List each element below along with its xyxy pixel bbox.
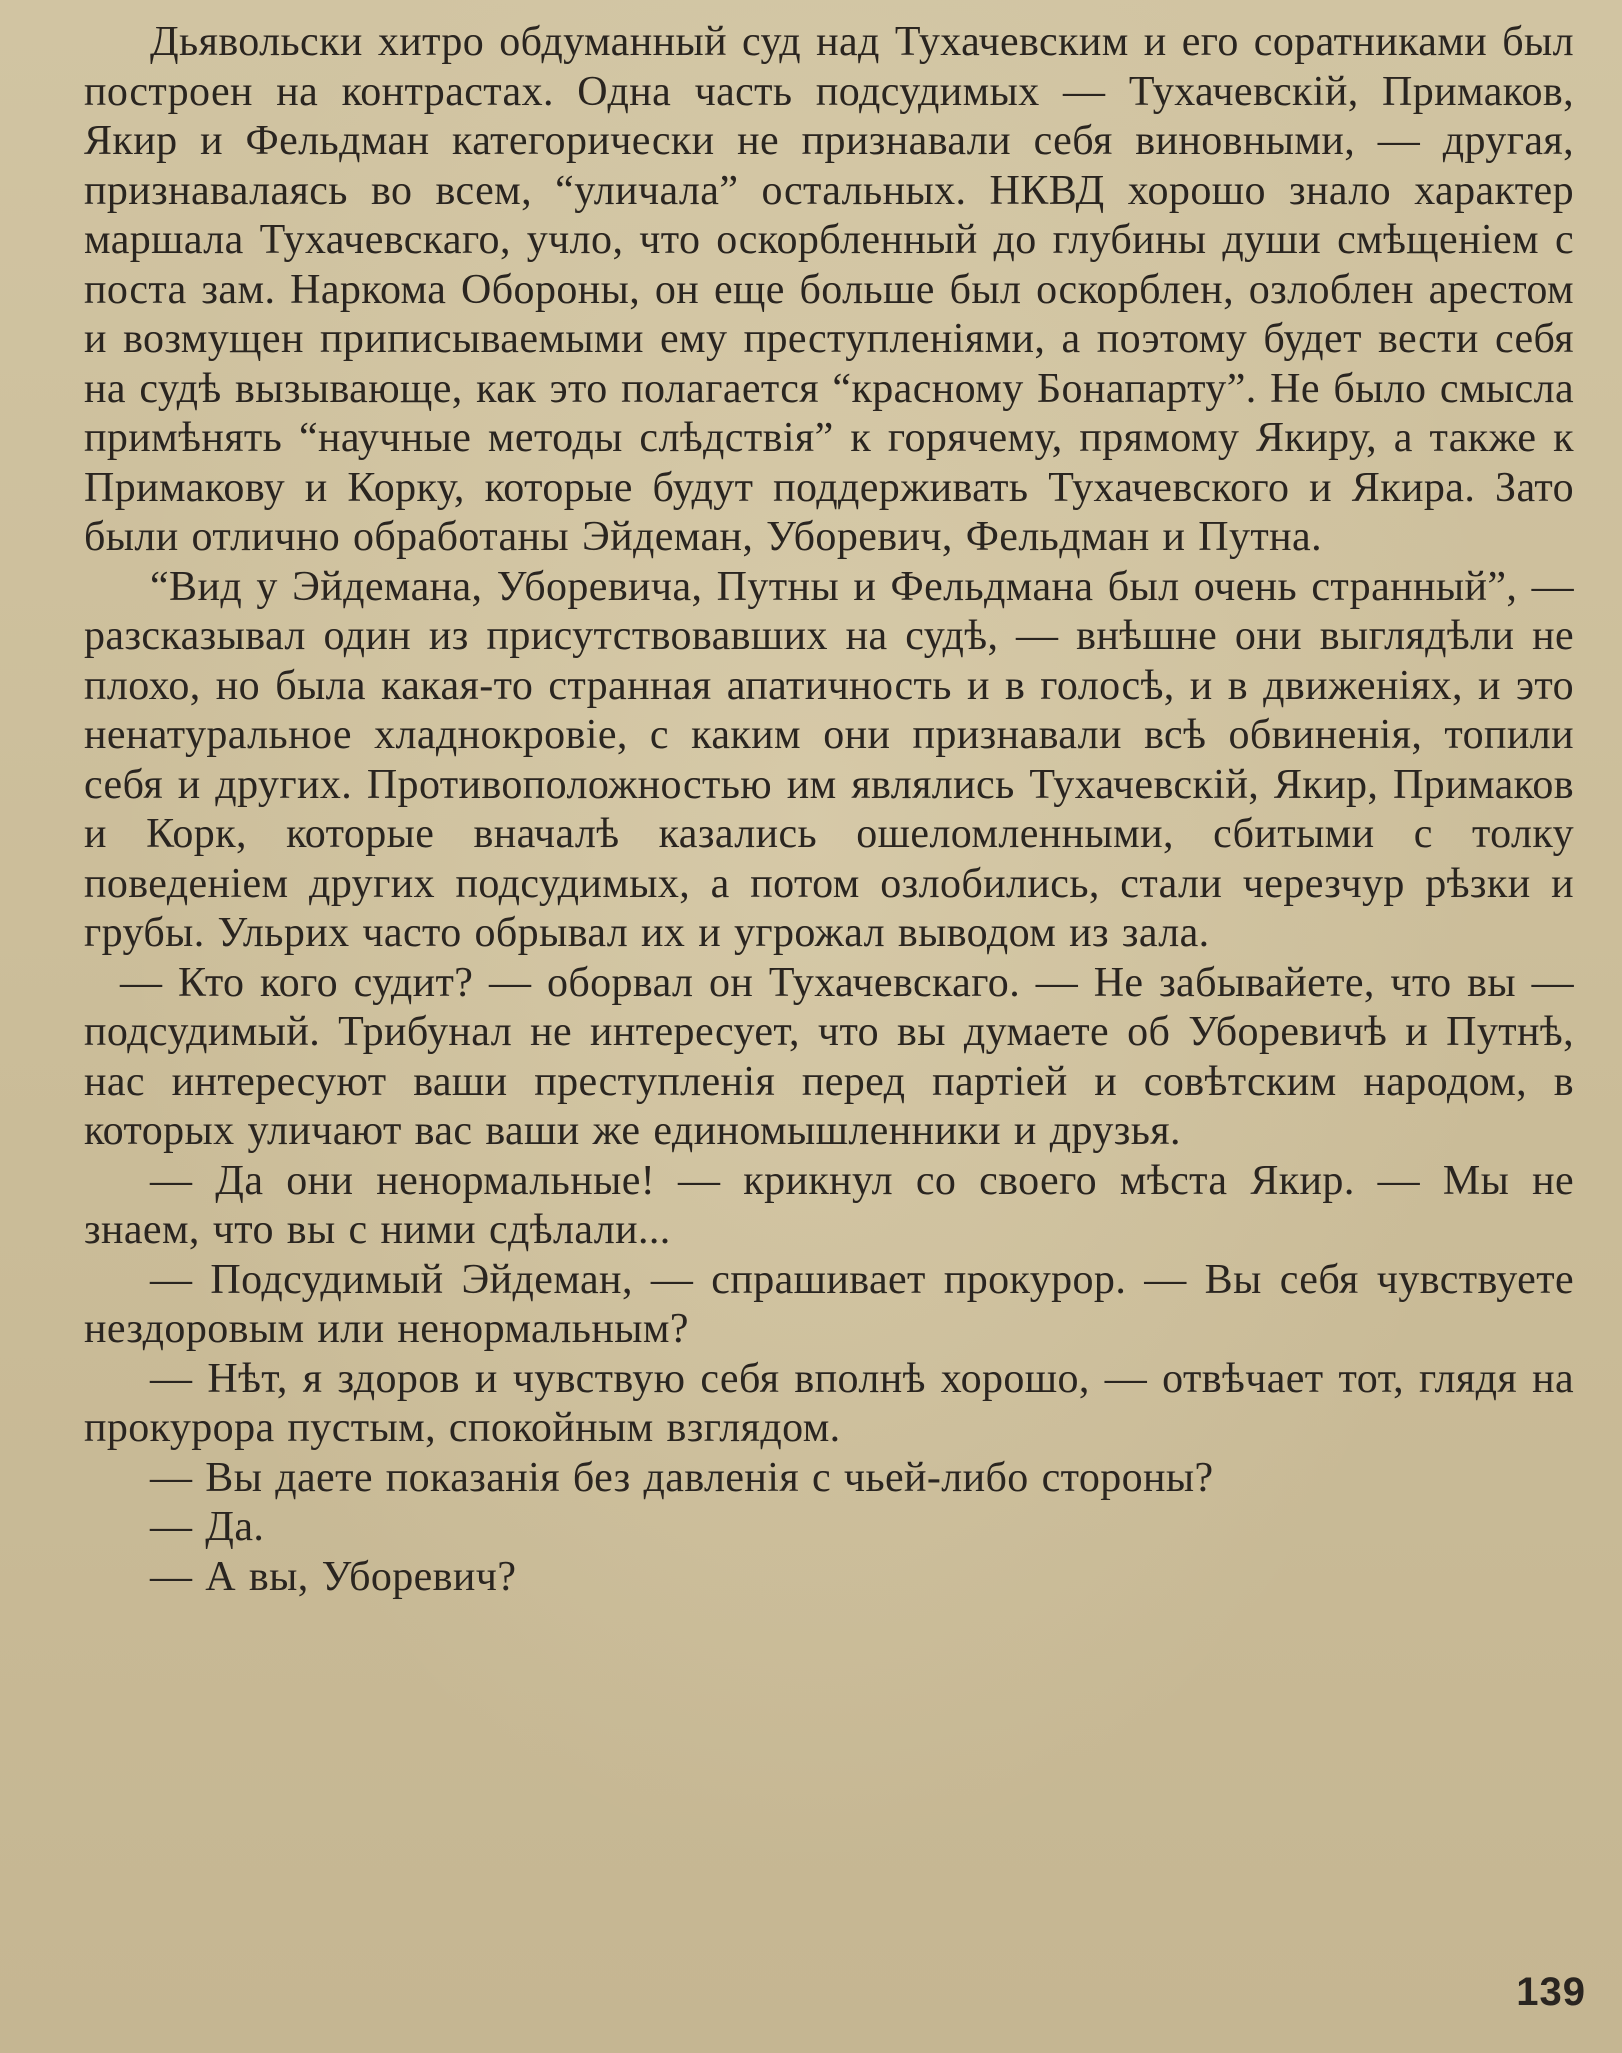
paragraph-6: — Нѣт, я здоров и чувствую себя вполнѣ хорошо, — отвѣчает тот, глядя на прокурора пустым, спокойным взглядом. [84,1355,1574,1451]
paragraph-1: Дьявольски хитро обдуманный суд над Тухачевским и его соратниками был построен на контрастах. Одна часть подсудимых — Тухачевскій, Примаков, Якир и Фельдман категорически не признавали себя виновными, — другая, признавалаясь во всем, “уличала” остальных. НКВД хорошо знало характер маршала Тухачевскаго, учло, что оскорбленный до глубины души смѣщеніем с поста зам. Наркома Обороны, он еще больше был оскорблен, озлоблен арестом и возмущен приписываемыми ему преступленіями, а поэтому будет вести себя на судѣ вызывающе, как это полагается “красному Бонапарту”. Не было смысла примѣнять “научные методы слѣдствія” к горячему, прямому Якиру, а также к Примакову и Корку, которые будут поддерживать Тухачевского и Якира. Зато были отлично обработаны Эйдеман, Уборевич, Фельдман и Путна. [84,19,1574,560]
page-text [84,18,1574,1602]
paragraph-2: “Вид у Эйдемана, Уборевича, Путны и Фельдмана был очень странный”, — разсказывал один из присутствовавших на судѣ, — внѣшне они выглядѣли не плохо, но была какая-то странная апатичность и в голосѣ, и в движеніях, и это ненатуральное хладнокровіе, с каким они признавали всѣ обвиненія, топили себя и других. Противоположностью им являлись Тухачевскій, Якир, Примаков и Корк, которые вначалѣ казались ошеломленными, сбитыми с толку поведеніем других подсудимых, а потом озлобились, стали черезчур рѣзки и грубы. Ульрих часто обрывал их и угрожал выводом из зала. [84,563,1574,956]
paragraph-5: — Подсудимый Эйдеман, — спрашивает прокурор. — Вы себя чувствуете нездоровым или ненормальным? [84,1256,1574,1352]
paragraph-8: — Да. [150,1504,265,1550]
paragraph-7: — Вы даете показанія без давленія с чьей-либо стороны? [150,1454,1214,1501]
paragraph-3: — Кто кого судит? — оборвал он Тухачевскаго. — Не забывайете, что вы — подсудимый. Трибунал не интересует, что вы думаете об Уборевичѣ и Путнѣ, нас интересуют ваши преступленія перед партіей и совѣтским народом, в которых уличают вас ваши же единомышленники и друзья. [84,959,1574,1154]
book-page [84,18,1574,2018]
page-number: 139 [1516,1970,1586,2014]
paragraph-4: — Да они ненормальные! — крикнул со своего мѣста Якир. — Мы не знаем, что вы с ними сдѣлали... [84,1157,1574,1253]
paragraph-9: — А вы, Уборевич? [150,1553,517,1600]
